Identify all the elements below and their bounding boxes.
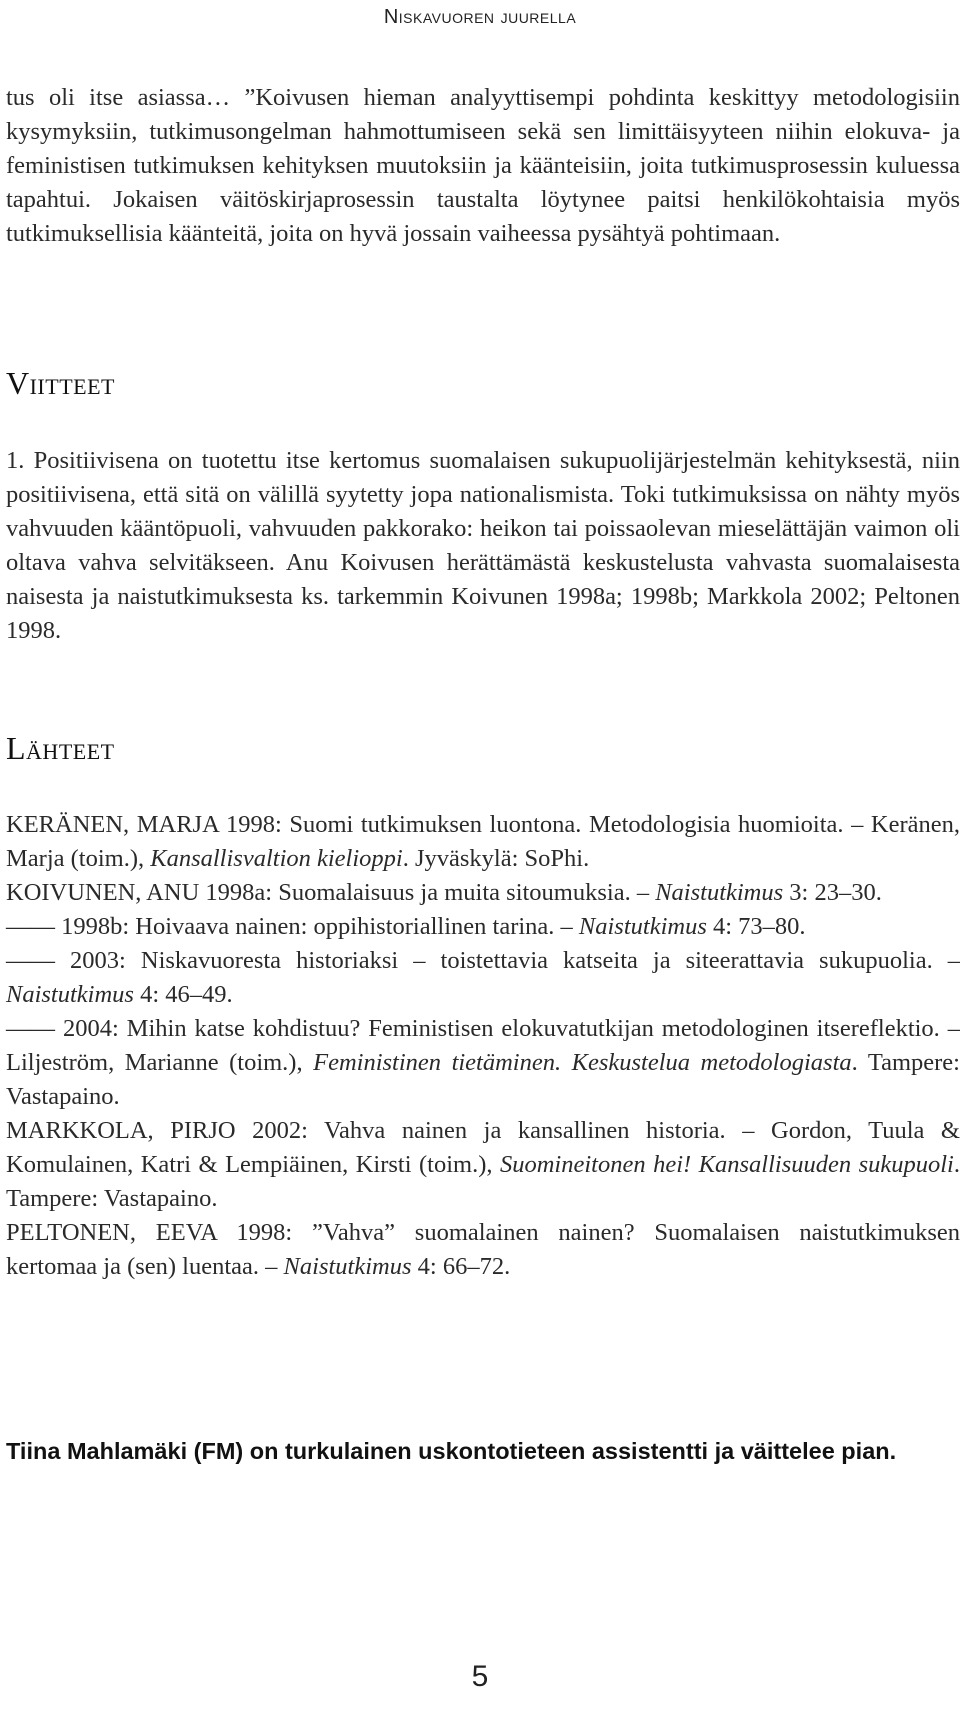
reference-entry	[6, 1114, 960, 1216]
reference-entry	[6, 876, 960, 910]
reference-title: Naistutkimus	[578, 913, 707, 940]
reference-title: Naistutkimus	[283, 1253, 412, 1280]
reference-entry	[6, 944, 960, 1012]
reference-tail: . Jyväskylä: SoPhi.	[402, 845, 590, 872]
reference-title: Naistutkimus	[655, 879, 784, 906]
reference-title: Kansallisvaltion kielioppi	[150, 845, 403, 872]
reference-lead: KOIVUNEN, ANU 1998a: Suomalaisuus ja muita sitoumuksia. –	[6, 879, 656, 906]
sources-heading: Lähteet	[6, 730, 115, 766]
intro-paragraph: tus oli itse asiassa… ”Koivusen hieman analyyttisempi pohdinta keskittyy metodologisiin kysymyksiin, tutkimusongelman hahmottumiseen sekä sen limittäisyyteen niihin elokuva- ja feministisen tutkimuksen kehityksen muutoksiin ja käänteisiin, joita tutkimusprosessin kuluessa tapahtui. Jokaisen väitöskirjaprosessin taustalta löytynee paitsi henkilökohtaisia myös tutkimuksellisia käänteitä, joita on hyvä jossain vaiheessa pysähtyä pohtimaan.	[6, 84, 960, 247]
reference-entry	[6, 1216, 960, 1284]
reference-tail: 4: 46–49.	[133, 981, 233, 1008]
reference-lead: —— 1998b: Hoivaava nainen: oppihistoriallinen tarina. –	[6, 913, 579, 940]
reference-entry	[6, 1012, 960, 1114]
reference-title: Suomineitonen hei! Kansallisuuden sukupuoli	[499, 1151, 954, 1178]
reference-title: Feministinen tietäminen. Keskustelua metodologiasta	[313, 1049, 852, 1076]
footnote-1: 1. Positiivisena on tuotettu itse kertomus suomalaisen sukupuolijärjestelmän kehityksestä, niin positiivisena, että sitä on välillä syytetty jopa nationalismista. Toki tutkimuksissa on nähty myös vahvuuden kääntöpuoli, vahvuuden pakkorako: heikon tai poissaolevan mieselättäjän vaimon oli oltava vahva selvitäkseen. Anu Koivusen herättämästä keskustelusta vahvasta suomalaisesta naisesta ja naistutkimuksesta ks. tarkemmin Koivunen 1998a; 1998b; Markkola 2002; Peltonen 1998.	[6, 447, 960, 644]
reference-tail: . Tampere: Vastapaino.	[6, 1049, 960, 1110]
reference-lead: MARKKOLA, PIRJO 2002: Vahva nainen ja kansallinen historia. – Gordon, Tuula & Komulainen, Katri & Lempiäinen, Kirsti (toim.),	[6, 1117, 960, 1178]
reference-lead: —— 2004: Mihin katse kohdistuu? Feministisen elokuvatutkijan metodologinen itsereflektio. – Liljeström, Marianne (toim.),	[6, 1015, 960, 1076]
reference-tail: 4: 73–80.	[706, 913, 806, 940]
reference-title: Naistutkimus	[6, 981, 134, 1008]
author-bio: Tiina Mahlamäki (FM) on turkulainen uskontotieteen assistentti ja väittelee pian.	[6, 1438, 897, 1464]
reference-lead: —— 2003: Niskavuoresta historiaksi – toistettavia katseita ja siteerattavia sukupuolia. –	[6, 947, 960, 974]
reference-list	[6, 808, 960, 1284]
reference-tail: . Tampere: Vastapaino.	[6, 1151, 960, 1212]
notes-heading: Viitteet	[6, 365, 115, 401]
page-number: 5	[471, 1660, 489, 1693]
reference-lead: PELTONEN, EEVA 1998: ”Vahva” suomalainen nainen? Suomalaisen naistutkimuksen kertomaa ja (sen) luentaa. –	[6, 1219, 960, 1280]
reference-lead: KERÄNEN, MARJA 1998: Suomi tutkimuksen luontona. Metodologisia huomioita. – Keränen, Marja (toim.),	[6, 811, 960, 872]
reference-tail: 4: 66–72.	[411, 1253, 511, 1280]
reference-tail: 3: 23–30.	[783, 879, 882, 906]
reference-entry	[6, 808, 960, 876]
reference-entry	[6, 910, 960, 944]
running-head: Niskavuoren juurella	[383, 6, 577, 28]
